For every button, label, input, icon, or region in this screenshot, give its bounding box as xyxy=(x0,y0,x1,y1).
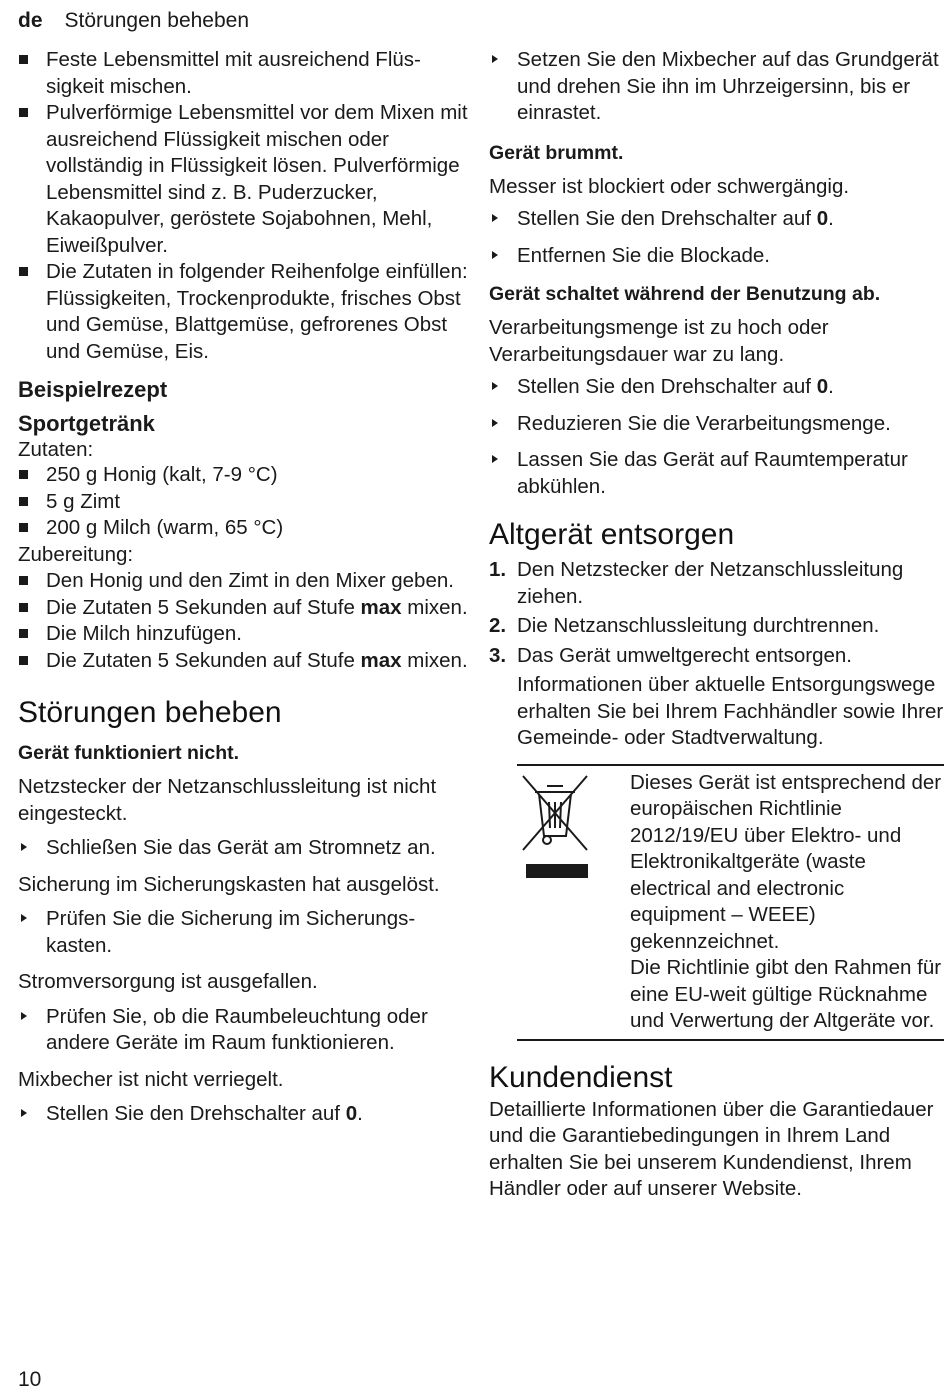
service-heading: Kundendienst xyxy=(489,1060,673,1094)
ingredients-label: Zutaten: xyxy=(18,438,94,461)
remedy-list xyxy=(18,1004,470,1057)
list-item: Setzen Sie den Mixbecher auf das Grundgerät und drehen Sie ihn im Uhrzeigersinn, bis er einrastet. xyxy=(489,47,944,127)
service-text: Detaillierte Informationen über die Garantiedauer und die Garantiebedingungen in Ihrem Land erhalten Sie bei unserem Kundendienst, Ihrem Händler oder auf unserer Website. xyxy=(489,1097,934,1200)
fault-title: Gerät schaltet während der Benutzung ab. xyxy=(489,283,881,305)
remedy-list xyxy=(489,206,944,269)
list-item: Lassen Sie das Gerät auf Raumtemperatur abkühlen. xyxy=(489,447,944,500)
list-item: 250 g Honig (kalt, 7-9 °C) xyxy=(18,462,470,489)
troubleshooting-heading: Störungen beheben xyxy=(18,696,282,729)
list-item: Den Honig und den Zimt in den Mixer geben. xyxy=(18,568,470,595)
list-item: 5 g Zimt xyxy=(18,489,470,516)
disposal-steps xyxy=(489,557,944,669)
weee-notice-box xyxy=(517,764,944,1041)
disposal-heading: Altgerät entsorgen xyxy=(489,518,735,551)
page-number: 10 xyxy=(18,1368,42,1391)
recipe-heading: Beispielrezept xyxy=(18,377,168,402)
language-code: de xyxy=(18,9,43,32)
speed-setting: max xyxy=(360,595,402,619)
preparation-list xyxy=(18,568,470,674)
weee-text: Die Richtlinie gibt den Rahmen für eine EU-weit gültige Rücknahme und Verwertung der Altgeräte vor. xyxy=(630,956,942,1032)
crossed-out-wheelie-bin-icon xyxy=(517,770,630,1035)
fault-cause: Messer ist blockiert oder schwergängig. xyxy=(489,174,850,198)
remedy-list xyxy=(18,1101,470,1128)
list-item: Stellen Sie den Drehschalter auf 0. xyxy=(489,206,944,233)
list-item: Die Milch hinzufügen. xyxy=(18,621,470,648)
preparation-label: Zubereitung: xyxy=(18,542,134,566)
list-item: Die Zutaten 5 Sekunden auf Stufe max mixen. xyxy=(18,648,470,675)
remedy-list xyxy=(489,47,944,127)
list-item: Stellen Sie den Drehschalter auf 0. xyxy=(489,374,944,401)
usage-tips-list xyxy=(18,47,470,365)
list-item: Die Zutaten in folgender Reihenfolge einfüllen: Flüssigkeiten, Trockenprodukte, frisches Obst und Gemüse, Blattgemüse, gefrorenes Obst und Gemüse, Eis. xyxy=(18,259,470,365)
fault-title: Gerät brummt. xyxy=(489,141,624,164)
fault-cause: Sicherung im Sicherungskasten hat ausgelöst. xyxy=(18,872,440,896)
remedy-list xyxy=(489,374,944,500)
list-item: Prüfen Sie die Sicherung im Sicherungskasten. xyxy=(18,906,470,959)
weee-text: Dieses Gerät ist entsprechend der europäischen Richtlinie 2012/19/EU über Elektro- und Elektronikaltgeräte (waste electrical and electronic equipment – WEEE) gekennzeichnet. xyxy=(630,770,942,953)
speed-setting: max xyxy=(360,648,402,672)
header-title: Störungen beheben xyxy=(64,9,250,32)
weee-notice-text xyxy=(630,770,944,1035)
ingredients-list xyxy=(18,462,470,542)
left-column xyxy=(18,47,470,1128)
list-item: Reduzieren Sie die Verarbeitungsmenge. xyxy=(489,411,944,438)
remedy-list xyxy=(18,835,470,862)
list-item: Schließen Sie das Gerät am Stromnetz an. xyxy=(18,835,470,862)
list-item: 1. Den Netzstecker der Netzanschlussleitung ziehen. xyxy=(489,558,904,608)
remedy-list xyxy=(18,906,470,959)
recipe-name: Sportgetränk xyxy=(18,411,155,436)
running-header xyxy=(18,7,249,35)
list-item: Die Zutaten 5 Sekunden auf Stufe max mixen. xyxy=(18,595,470,622)
list-item: Pulverförmige Lebensmittel vor dem Mixen mit ausreichend Flüssigkeit mischen oder vollständig in Flüssigkeit lösen. Pulverförmige Lebensmittel sind z. B. Puderzucker, Kakaopulver, geröstete Sojabohnen, Mehl, Eiweißpulver. xyxy=(18,100,470,259)
list-item: 3. Das Gerät umweltgerecht entsorgen. xyxy=(489,643,852,667)
fault-cause: Netzstecker der Netzanschlussleitung ist nicht eingesteckt. xyxy=(18,775,437,825)
fault-title: Gerät funktioniert nicht. xyxy=(18,742,240,764)
list-item: Feste Lebensmittel mit ausreichend Flüssigkeit mischen. xyxy=(18,47,470,100)
list-item: 2. Die Netzanschlussleitung durchtrennen. xyxy=(489,614,880,637)
fault-cause: Stromversorgung ist ausgefallen. xyxy=(18,970,318,993)
list-item: Entfernen Sie die Blockade. xyxy=(489,243,944,270)
fault-cause: Mixbecher ist nicht verriegelt. xyxy=(18,1067,284,1091)
disposal-info: Informationen über aktuelle Entsorgungswege erhalten Sie bei Ihrem Fachhändler sowie Ihrer Gemeinde- oder Stadtverwaltung. xyxy=(517,673,944,749)
right-column xyxy=(489,47,944,1203)
list-item: Stellen Sie den Drehschalter auf 0. xyxy=(18,1101,470,1128)
fault-cause: Verarbeitungsmenge ist zu hoch oder Verarbeitungsdauer war zu lang. xyxy=(489,316,829,366)
list-item: Prüfen Sie, ob die Raumbeleuchtung oder andere Geräte im Raum funktionieren. xyxy=(18,1004,470,1057)
list-item: 200 g Milch (warm, 65 °C) xyxy=(18,515,470,542)
